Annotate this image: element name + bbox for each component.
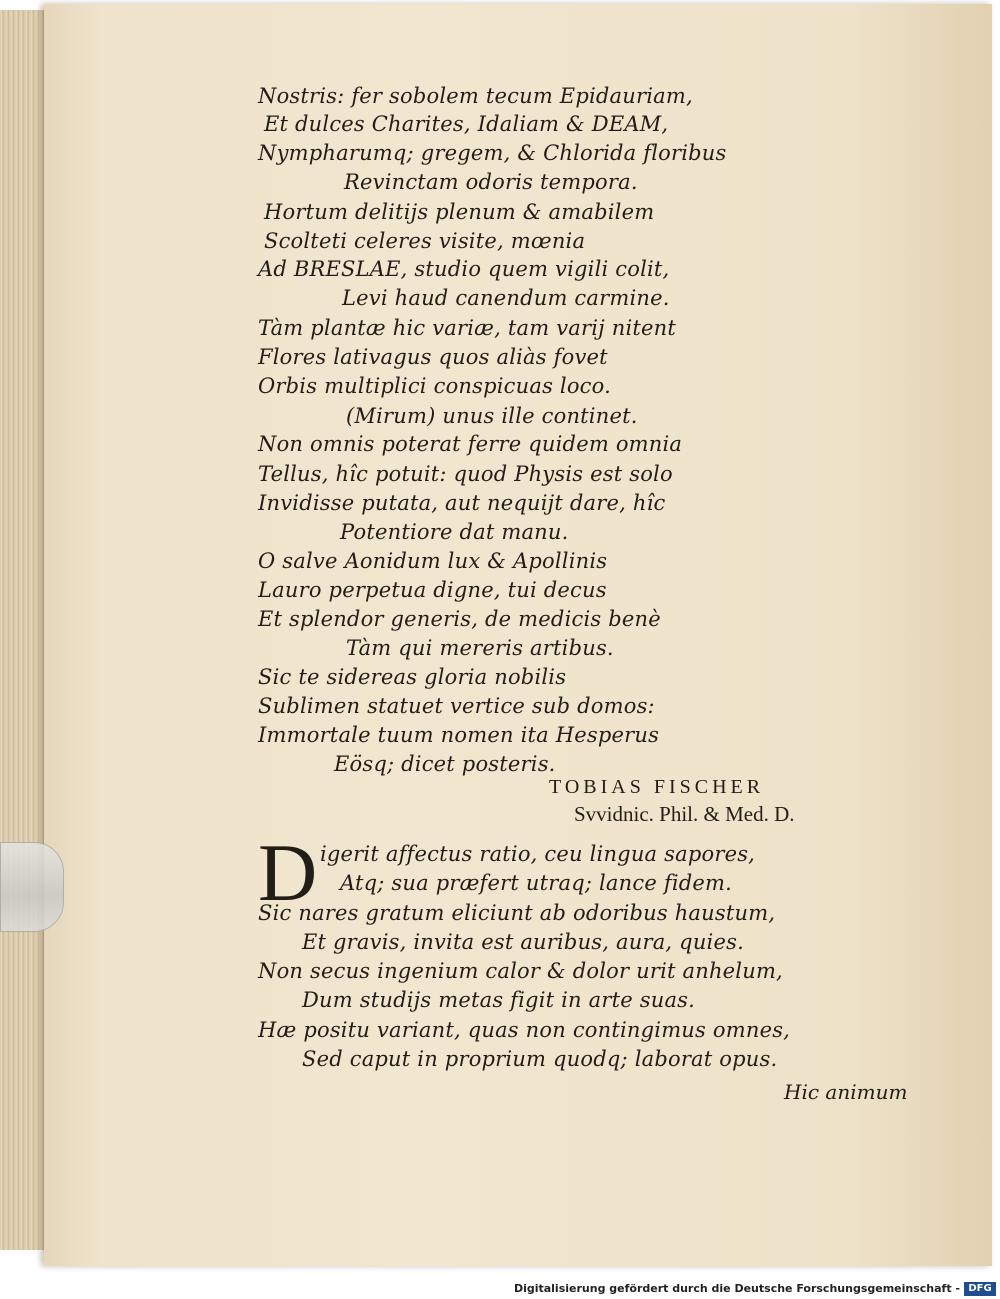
poem-line: Dum studijs metas figit in arte suas. [302,988,696,1012]
poem-line: Hæ positu variant, quas non contingimus omnes, [258,1018,791,1042]
poem-line: Non secus ingenium calor & dolor urit anhelum, [258,959,783,983]
poem-line: Nostris: fer sobolem tecum Epidauriam, [258,84,693,108]
poem-line: Atq; sua præfert utraq; lance fidem. [340,871,732,895]
poem-line: Et dulces Charites, Idaliam & DEAM, [264,112,669,136]
poem-line: Sic te sidereas gloria nobilis [258,665,567,689]
poem-line: O salve Aonidum lux & Apollinis [258,549,608,573]
poem-line: Tàm plantæ hic variæ, tam varij nitent [258,316,676,340]
poem-line: Et splendor generis, de medicis benè [258,607,661,631]
poem-line: Levi haud canendum carmine. [342,286,670,310]
poem-line: Non omnis poterat ferre quidem omnia [258,432,683,456]
funding-credit: Digitalisierung gefördert durch die Deutsche Forschungsgemeinschaft - [513,1282,960,1295]
poem-line: Tàm qui mereris artibus. [346,636,614,660]
poem-line: Sublimen statuet vertice sub domos: [258,694,655,718]
poem-line: Immortale tuum nomen ita Hesperus [258,723,660,747]
poem-line: Revinctam odoris tempora. [344,170,638,194]
poem-line: Hortum delitijs plenum & amabilem [264,200,655,224]
poem-line: igerit affectus ratio, ceu lingua sapores, [320,842,756,866]
poem-line: Invidisse putata, aut nequijt dare, hîc [258,491,666,515]
signature-name: TOBIAS FISCHER [549,776,765,798]
poem-line: Lauro perpetua digne, tui decus [258,578,607,602]
signature-title: Svvidnic. Phil. & Med. D. [574,802,795,826]
poem-line: Tellus, hîc potuit: quod Physis est solo [258,462,673,486]
poem-line: Flores lativagus quos aliàs fovet [258,345,608,369]
poem-line: Ad BRESLAE, studio quem vigili colit, [258,257,670,281]
poem-line: Potentiore dat manu. [340,520,569,544]
poem-line: (Mirum) unus ille continet. [346,404,638,428]
catchword: Hic animum [784,1080,908,1104]
footer-bar [0,1280,1000,1299]
drop-cap: D [258,827,318,918]
poem-line: Sic nares gratum eliciunt ab odoribus haustum, [258,901,776,925]
poem-line: Nympharumq; gregem, & Chlorida floribus [258,141,727,165]
poem-line: Eösq; dicet posteris. [334,752,556,776]
poem-line: Et gravis, invita est auribus, aura, quies. [302,930,744,954]
dfg-logo: DFG [964,1282,996,1296]
poem-line: Scolteti celeres visite, mœnia [264,229,586,253]
poem-line: Sed caput in proprium quodq; laborat opus. [302,1047,778,1071]
poem-line: Orbis multiplici conspicuas loco. [258,374,611,398]
